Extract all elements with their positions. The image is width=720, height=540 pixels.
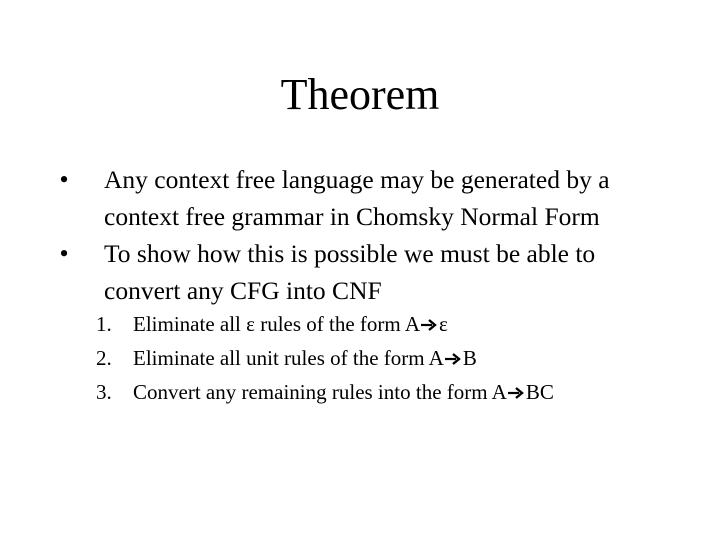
step-text-before: Eliminate all unit rules of the form A — [133, 346, 444, 370]
right-arrow-icon — [445, 352, 462, 366]
right-arrow-icon — [508, 386, 525, 400]
step-item — [0, 341, 720, 375]
step-text — [133, 341, 477, 375]
bullet-text: Any context free language may be generated by a context free grammar in Chomsky Normal Form — [104, 165, 610, 231]
step-number: 3. — [96, 380, 112, 404]
step-item — [0, 375, 720, 409]
bullet-marker: • — [59, 239, 69, 268]
bullet-item — [0, 161, 720, 235]
step-text-before: Convert any remaining rules into the form A — [133, 380, 507, 404]
step-text — [133, 375, 554, 409]
bullet-item — [0, 235, 720, 309]
step-text-after: BC — [525, 380, 554, 404]
right-arrow-icon — [421, 318, 438, 332]
step-number: 1. — [96, 312, 112, 336]
bullet-list — [0, 161, 720, 309]
bullet-marker: • — [59, 165, 69, 194]
step-item — [0, 307, 720, 341]
step-number: 2. — [96, 346, 112, 370]
step-text-before: Eliminate all ε rules of the form A — [133, 312, 420, 336]
step-text — [133, 307, 448, 341]
step-list — [0, 307, 720, 409]
slide-title: Theorem — [280, 70, 440, 119]
bullet-text: To show how this is possible we must be able to convert any CFG into CNF — [104, 239, 596, 305]
step-text-after: B — [462, 346, 477, 370]
step-text-after: ε — [439, 312, 448, 336]
